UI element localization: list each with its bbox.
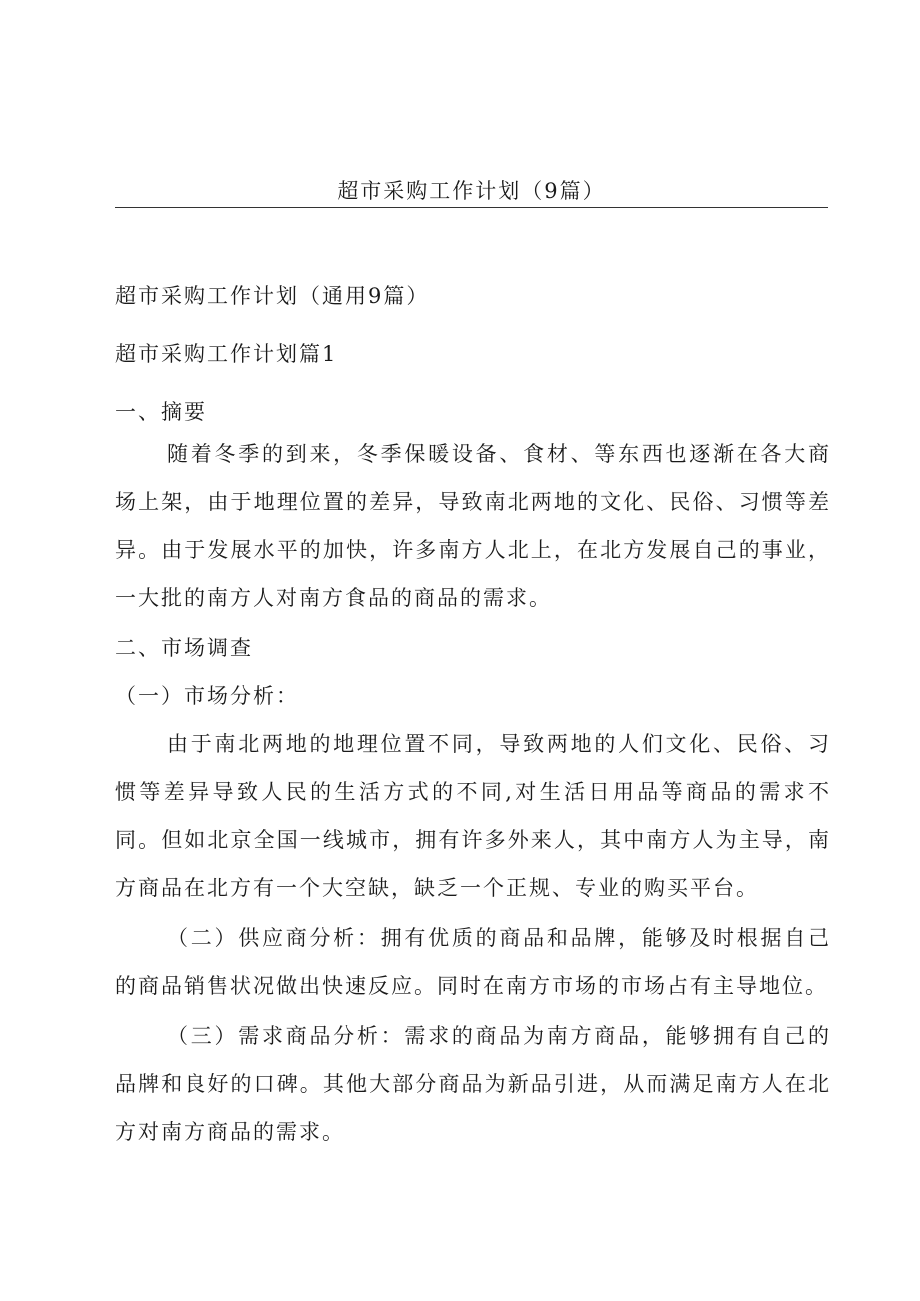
- header-divider: [115, 207, 828, 208]
- paragraph-supplier-analysis: （二）供应商分析：拥有优质的商品和品牌，能够及时根据自己的商品销售状况做出快速反应。同时在南方市场的市场占有主导地位。: [115, 926, 831, 998]
- paragraph-summary: 随着冬季的到来，冬季保暖设备、食材、等东西也逐渐在各大商场上架，由于地理位置的差异，导致南北两地的文化、民俗、习惯等差异。由于发展水平的加快，许多南方人北上，在北方发展自己的事业，一大批的南方人对南方食品的商品的需求。: [115, 442, 831, 610]
- document-title: 超市采购工作计划（通用9篇）: [115, 284, 430, 308]
- section-title: 超市采购工作计划篇1: [115, 342, 338, 366]
- heading-summary: 一、摘要: [115, 400, 207, 424]
- heading-market-research: 二、市场调查: [115, 636, 253, 660]
- paragraph-market-analysis: 由于南北两地的地理位置不同，导致两地的人们文化、民俗、习惯等差异导致人民的生活方式的不同,对生活日用品等商品的需求不同。但如北京全国一线城市，拥有许多外来人，其中南方人为主导，南方商品在北方有一个大空缺，缺乏一个正规、专业的购买平台。: [115, 732, 831, 900]
- document-body: [115, 272, 831, 1156]
- paragraph-demand-analysis: （三）需求商品分析：需求的商品为南方商品，能够拥有自己的品牌和良好的口碑。其他大部分商品为新品引进，从而满足南方人在北方对南方商品的需求。: [115, 1024, 831, 1144]
- page-header-title: 超市采购工作计划（9篇）: [337, 179, 606, 203]
- subheading-market-analysis: （一）市场分析：: [115, 684, 299, 708]
